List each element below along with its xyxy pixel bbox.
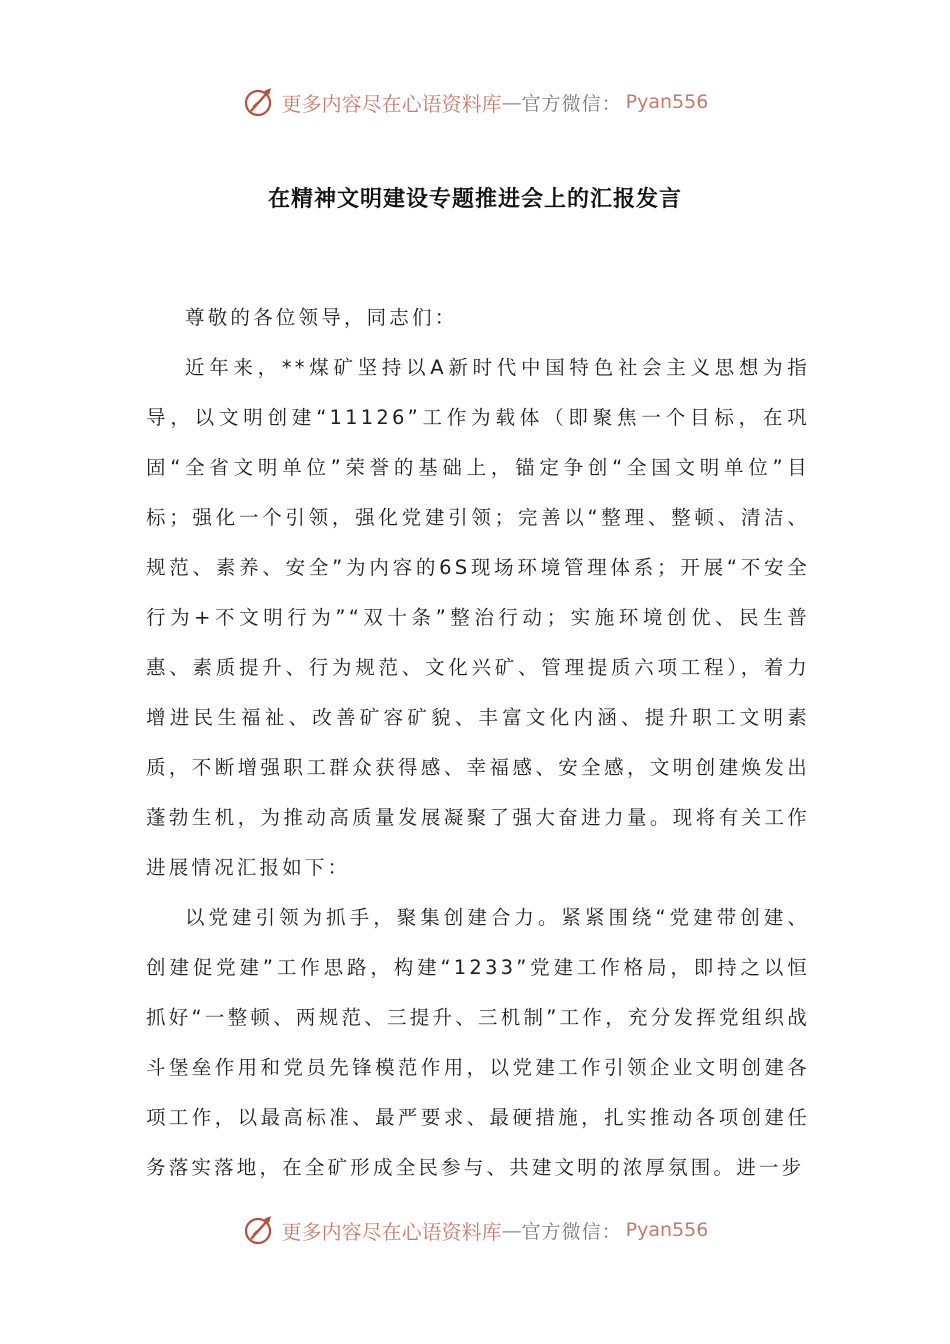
footer-banner — [0, 1208, 950, 1252]
banner-label: 官方微信： — [521, 1220, 622, 1243]
banner-dash: — — [501, 90, 522, 114]
pen-logo-icon — [242, 85, 276, 119]
banner-main-text: 更多内容尽在心语资料库 — [281, 91, 502, 116]
body-paragraph: 以党建引领为抓手，聚集创建合力。紧紧围绕“党建带创建、创建促党建”工作思路，构建“1233”党建工作格局，即持之以恒抓好“一整顿、两规范、三提升、三机制”工作，充分发挥党组织战斗堡垒作用和党员先锋模范作用，以党建工作引领企业文明创建各项工作，以最高标准、最严要求、最硬措施，扎实推动各项创建任务落实落地，在全矿形成全民参与、共建文明的浓厚氛围。进一步 — [146, 906, 810, 1179]
banner-dash: — — [501, 1218, 522, 1242]
document-title: 在精神文明建设专题推进会上的汇报发言 — [267, 187, 682, 212]
pen-logo-icon — [242, 1213, 276, 1247]
body-paragraph: 近年来，**煤矿坚持以A新时代中国特色社会主义思想为指导，以文明创建“11126”工作为载体（即聚焦一个目标，在巩固“全省文明单位”荣誉的基础上，锚定争创“全国文明单位”目标；强化一个引领，强化党建引领；完善以“整理、整顿、清洁、规范、素养、安全”为内容的6S现场环境管理体系；开展“不安全行为+不文明行为”“双十条”整治行动；实施环境创优、民生普惠、素质提升、行为规范、文化兴矿、管理提质六项工程），着力增进民生福祉、改善矿容矿貌、丰富文化内涵、提升职工文明素质，不断增强职工群众获得感、幸福感、安全感，文明创建焕发出蓬勃生机，为推动高质量发展凝聚了强大奋进力量。现将有关工作进展情况汇报如下： — [146, 356, 810, 879]
banner-main-text: 更多内容尽在心语资料库 — [281, 1219, 502, 1244]
salutation-paragraph: 尊敬的各位领导，同志们： — [185, 306, 458, 329]
banner-wechat-id: Pyan556 — [625, 91, 709, 113]
banner-wechat-id: Pyan556 — [625, 1219, 709, 1241]
banner-label: 官方微信： — [521, 92, 622, 115]
document-body — [146, 293, 810, 1193]
header-banner — [0, 80, 950, 124]
